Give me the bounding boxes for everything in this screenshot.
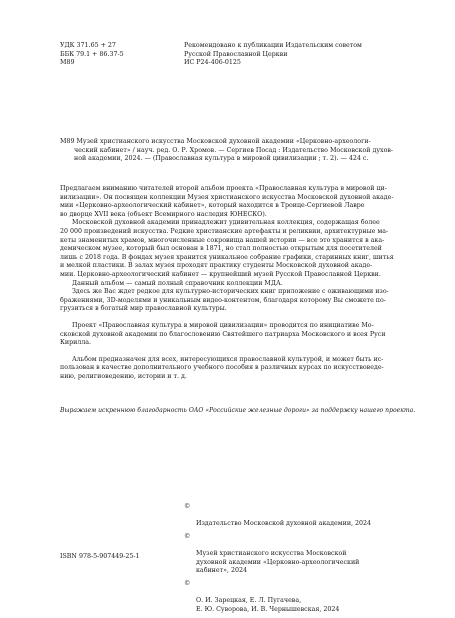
annotation-paragraph-3: Данный альбом — самый полный справочник коллекции МДА. — [72, 279, 283, 287]
udk-code: УДК 371.65 + 27 — [60, 42, 116, 49]
copyright-text: Издательство Московской духовной академии, 2024 — [196, 520, 372, 528]
approval-line-2: Русской Православной Церкви — [184, 50, 288, 58]
copyright-symbol: © — [184, 579, 191, 587]
copyright-text: О. И. Зарецкая, Е. Л. Пугачева, Е. Ю. Суворова, И. В. Чернышевская, 2024 — [196, 596, 340, 613]
annotation-paragraph-4: Здесь же Вас ждет редкое для культурно-исторических книг приложение с оживающими изо- бражениями, 3D-моделями и уникальным видео-контентом, благодаря которому Вы сможете по- грузиться в богатый мир православной культуры. — [60, 288, 389, 313]
isbn: ISBN 978-5-907449-25-1 — [60, 553, 140, 560]
copyright-list — [184, 503, 434, 618]
author-mark: М89 — [60, 59, 75, 67]
annotation-paragraph-5: Проект «Православная культура в мировой цивилизации» проводится по инициативе Мо- сковской духовной академии по благословению Святейшего патриарха Московского и всея Руси Кирилла. — [60, 321, 386, 347]
classification-codes — [60, 42, 124, 68]
annotation-paragraph-2: Московской духовной академии принадлежит удивительная коллекция, содержащая более 20 000 произведений искусства. Редкие христианские артефакты и реликвии, архитектурные ма- кеты знаменитых храмов, многочисленные сокровища нашей истории — все это хранится в ака- демическом музее, который был основан в 1871, но стал полностью открытым для посетителей лишь с 2018 года. В фондах музея хранится уникальное собрание графики, старинных книг, шитья и мелкой пластики. В залах музея проходят практику студенты Московской духовной акаде- мии. Церковно-археологический кабинет — крупнейший музей Русской Православной Церкви. — [60, 219, 394, 278]
bibliographic-description: М89 Музей христианского искусства Московской духовной академии «Церковно-археологи- ческий кабинет» / науч. ред. О. Р. Хромов. — Сергиев Посад : Издательство Московской духов- ной академии, 2024. — (Православная культура в мировой цивилизации ; т. 2). — 424 с. — [60, 138, 394, 163]
copyright-item — [184, 503, 434, 529]
annotation — [60, 185, 420, 381]
approval-line-3: ИС Р24-406-0125 — [184, 59, 241, 67]
bbk-code: ББК 79.1 + 86.37-5 — [60, 50, 124, 58]
copyright-item — [184, 533, 434, 576]
publication-approval — [184, 42, 362, 68]
acknowledgement: Выражаем искреннюю благодарность ОАО «Российские железные дороги» за поддержку нашего проекта. — [60, 407, 416, 414]
approval-line-1: Рекомендовано к публикации Издательским советом — [184, 42, 362, 49]
copyright-symbol: © — [184, 532, 191, 540]
bibliographic-record — [60, 138, 420, 164]
copyright-text: Музей христианского искусства Московской духовной академии «Церковно-археологический кабинет», 2024 — [196, 549, 360, 575]
annotation-paragraph-1: Предлагаем вниманию читателей второй альбом проекта «Православная культура в мировой ци- вилизации». Он посвящен коллекции Музея христианского искусства Московской духовной акаде- мии «Церковно-археологический кабинет», который находится в Троице-Сергиевой Лавре во дворце XVII века (объект Всемирного наследия ЮНЕСКО). — [60, 185, 394, 218]
annotation-paragraph-6: Альбом предназначен для всех, интересующихся православной культурой, и может быть ис- пользован в качестве дополнительного учебного пособия в различных курсах по искусствоведе- нию, религиоведению, истории и т. д. — [60, 355, 384, 380]
copyright-symbol: © — [184, 503, 191, 510]
copyright-item — [184, 580, 434, 614]
